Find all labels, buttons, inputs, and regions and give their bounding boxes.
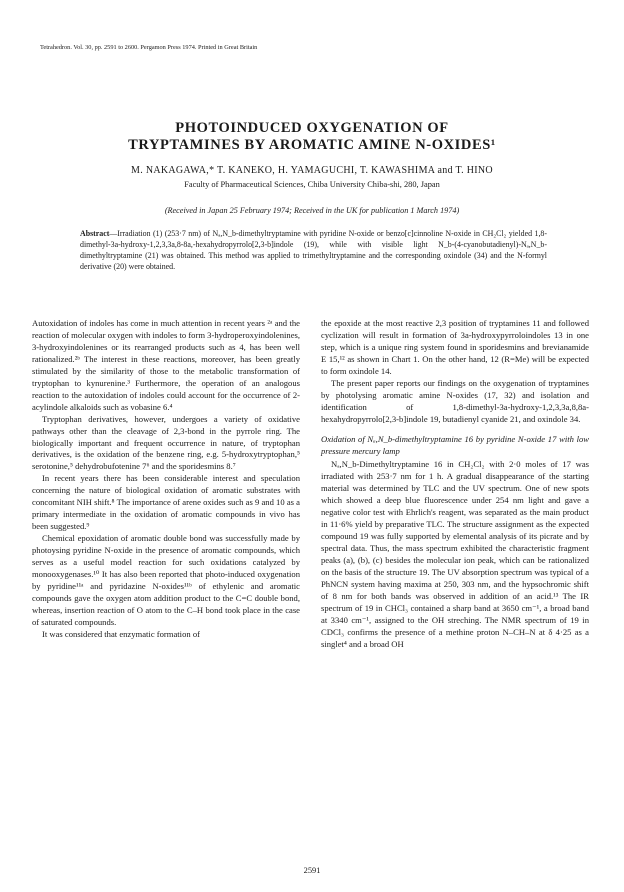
journal-citation: Tetrahedron. Vol. 30, pp. 2591 to 2600. Pergamon Press 1974. Printed in Great Britain <box>40 44 258 51</box>
author-list: M. NAKAGAWA,* T. KANEKO, H. YAMAGUCHI, T. KAWASHIMA and T. HINO <box>131 165 493 176</box>
right-column <box>321 318 589 651</box>
paper-title-line-2: TRYPTAMINES BY AROMATIC AMINE N-OXIDES¹ <box>128 137 496 153</box>
paragraph: the epoxide at the most reactive 2,3 position of tryptamines 11 and followed cyclization will result in formation of 3a-hydroxypyrroloindoles 13 in one step, which is a unique ring system found in sporidesmins and brevianamide E 15,¹² as shown in Chart 1. On the other hand, 12 (R=Me) will be expected to form oxindole 14. <box>321 318 589 376</box>
abstract-label: Abstract <box>80 229 110 238</box>
paragraph: The present paper reports our findings on the oxygenation of tryptamines by photolysing aromatic amine N-oxides (17, 32) and isolation and identification of 1,8-dimethyl-3a-hydroxy-1,2,3,3a,8,8a-hexahydropyrrolo[2,3-b]indole 19, butadienyl cyanide 21, and oxindole 34. <box>321 377 589 424</box>
paper-title-line-1: PHOTOINDUCED OXYGENATION OF <box>175 120 449 136</box>
paragraph: Tryptophan derivatives, however, undergoes a variety of oxidative pathways other than the cleavage of 2,3-bond in the pyrrole ring. The biologically important and frequent occurrence in nature, of tryptophan derivatives, is the oxidation of the benzene ring, e.g. 5-hydroxytryptophan,⁵ serotonine,⁵ dehydrobufotenine 7⁶ and the sporidesmins 8.⁷ <box>32 413 300 472</box>
section-heading: Oxidation of Nₐ,N_b-dimethyltryptamine 16 by pyridine N-oxide 17 with low pressure mercury lamp <box>321 433 589 456</box>
affiliation: Faculty of Pharmaceutical Sciences, Chiba University Chiba-shi, 280, Japan <box>184 180 440 189</box>
left-column <box>32 318 300 641</box>
paragraph: It was considered that enzymatic formation of <box>42 628 200 639</box>
received-dates: (Received in Japan 25 February 1974; Received in the UK for publication 1 March 1974) <box>164 206 460 215</box>
page-number: 2591 <box>303 866 321 875</box>
abstract <box>80 228 547 272</box>
abstract-text: —Irradiation (1) (253·7 nm) of Nₐ,N_b-dimethyltryptamine with pyridine N-oxide or benzo[c]cinnoline N-oxide in CH₂Cl₂ yielded 1,8-dimethyl-3a-hydroxy-1,2,3,3a,8-8a,-hexahydropyrrolo[2,3-b]indole (19), while with visible light N_b-(4-cyanobutadienyl)-Nₐ,N_b-dimethyltryptamine (21) was obtained. This method was applied to trimethyltryptamine and the corresponding oxindole (34) and the N-formyl derivative (20) were obtained. <box>80 229 547 271</box>
paragraph: Chemical epoxidation of aromatic double bond was successfully made by photoysing pyridine N-oxide in the presence of aromatic compounds, which serves as a useful model reaction for such oxidations catalyzed by monooxygenases.¹⁰ It has also been reported that photo-induced oxygenation by pyridine¹¹ᵃ and pyridazine N-oxides¹¹ᵇ of ethylenic and aromatic compounds gave the oxygen atom addition product to the C=C double bond, whereas, insertion reaction of O atom to the C–H bond took place in the case of saturated compounds. <box>32 533 300 627</box>
paragraph: In recent years there has been considerable interest and speculation concerning the nature of biological oxidation of aromatic substrates with concomitant NIH shift.⁸ The importance of arene oxides such as 9 and 10 as a primary intermediate in the oxidation of aromatic compounds in vivo has been suggested.⁹ <box>32 473 300 532</box>
paragraph: Nₐ,N_b-Dimethyltryptamine 16 in CH₂Cl₂ with 2·0 moles of 17 was irradiated with 253·7 nm for 1 h. A gradual disappearance of the starting material was determined by TLC and the UV spectrum. One of new spots which showed a deep blue fluorescence under 254 nm light and gave a negative color test with Ehrlich's reagent, was separated as the main product in 11·6% yield by preparative TLC. The structure assignment as the expected compound 19 was fully supported by elemental analysis of its picrate and by spectral data. Thus, the mass spectrum exhibited the characteristic fragment peaks (a), (b), (c) besides the molecular ion peak, which can be rationalized on the basis of the structure 19. The UV absorption spectrum was typical of a PhNCN system having maxima at 250, 303 nm, and the hypsochromic shift of 8 nm for both bands was observed in addition of an acid.¹³ The IR spectrum of 19 in CHCl₃ contained a sharp band at 3650 cm⁻¹, a broad band at 3340 cm⁻¹, assigned to the OH streching. The NMR spectrum of 19 in CDCl₃ confirms the presence of a methine proton N–CH–N at δ 4·25 as a singlet⁴ and a broad OH <box>321 459 589 649</box>
paragraph: Autoxidation of indoles has come in much attention in recent years ²ᵃ and the reaction of molecular oxygen with indoles to form 3-hydroperoxyindolenines, 3-hydroxyindolenines or its rearranged products such as 4, has been well rationalized.²ᵇ The interest in these reactions, moreover, has been greatly stimulated by the similarity of those to the metabolic transformation of tryptophan to kynurenine.³ Furthermore, the operation of an analogous reaction to the autoxidation of indoles could account for the occurrence of 2-acylindole alkaloids such as vobasine 6.⁴ <box>32 318 301 412</box>
